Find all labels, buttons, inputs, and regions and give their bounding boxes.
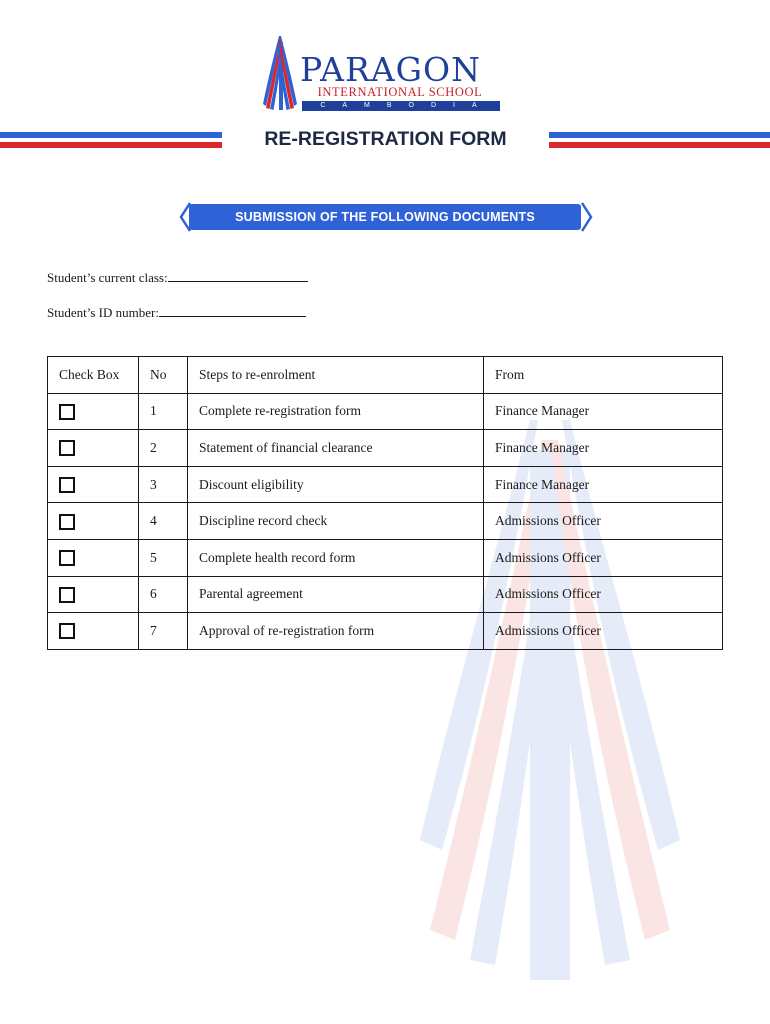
header-from: From	[484, 357, 723, 394]
row-number: 7	[139, 613, 188, 650]
current-class-field	[47, 268, 308, 286]
current-class-input-line[interactable]	[168, 268, 308, 282]
row-number: 1	[139, 393, 188, 430]
checkbox[interactable]	[59, 550, 75, 566]
row-number: 2	[139, 430, 188, 467]
form-title: RE-REGISTRATION FORM	[264, 128, 507, 150]
decorative-stripes-left	[0, 132, 222, 148]
id-number-input-line[interactable]	[159, 303, 306, 317]
row-from: Finance Manager	[484, 430, 723, 467]
row-from: Finance Manager	[484, 393, 723, 430]
checkbox[interactable]	[59, 623, 75, 639]
checkbox[interactable]	[59, 404, 75, 420]
row-from: Admissions Officer	[484, 576, 723, 613]
logo-mark-icon	[262, 34, 298, 110]
table-row	[48, 430, 723, 467]
id-number-field	[47, 303, 306, 321]
table-row	[48, 539, 723, 576]
header-check-box: Check Box	[48, 357, 139, 394]
current-class-label: Student’s current class:	[47, 270, 168, 285]
row-from: Finance Manager	[484, 466, 723, 503]
section-banner	[178, 202, 594, 232]
row-step: Approval of re-registration form	[188, 613, 484, 650]
row-step: Statement of financial clearance	[188, 430, 484, 467]
row-number: 5	[139, 539, 188, 576]
decorative-stripes-right	[549, 132, 770, 148]
banner-label: SUBMISSION OF THE FOLLOWING DOCUMENTS	[189, 204, 581, 230]
header-no: No	[139, 357, 188, 394]
table-row	[48, 466, 723, 503]
header-steps: Steps to re-enrolment	[188, 357, 484, 394]
table-row	[48, 613, 723, 650]
checkbox[interactable]	[59, 477, 75, 493]
chevron-right-icon	[580, 202, 594, 232]
row-from: Admissions Officer	[484, 613, 723, 650]
row-from: Admissions Officer	[484, 539, 723, 576]
row-step: Discount eligibility	[188, 466, 484, 503]
row-number: 3	[139, 466, 188, 503]
checkbox[interactable]	[59, 514, 75, 530]
row-number: 4	[139, 503, 188, 540]
checkbox[interactable]	[59, 440, 75, 456]
checkbox[interactable]	[59, 587, 75, 603]
steps-table	[47, 356, 723, 650]
row-step: Parental agreement	[188, 576, 484, 613]
table-row	[48, 576, 723, 613]
school-logo	[262, 34, 507, 110]
row-from: Admissions Officer	[484, 503, 723, 540]
id-number-label: Student’s ID number:	[47, 305, 159, 320]
row-step: Complete health record form	[188, 539, 484, 576]
logo-country: CAMBODIA	[302, 101, 500, 111]
logo-school-name: PARAGON	[300, 50, 481, 89]
logo-subtitle: INTERNATIONAL SCHOOL	[317, 85, 483, 99]
table-row	[48, 503, 723, 540]
row-number: 6	[139, 576, 188, 613]
table-header-row	[48, 357, 723, 394]
row-step: Discipline record check	[188, 503, 484, 540]
table-row	[48, 393, 723, 430]
row-step: Complete re-registration form	[188, 393, 484, 430]
